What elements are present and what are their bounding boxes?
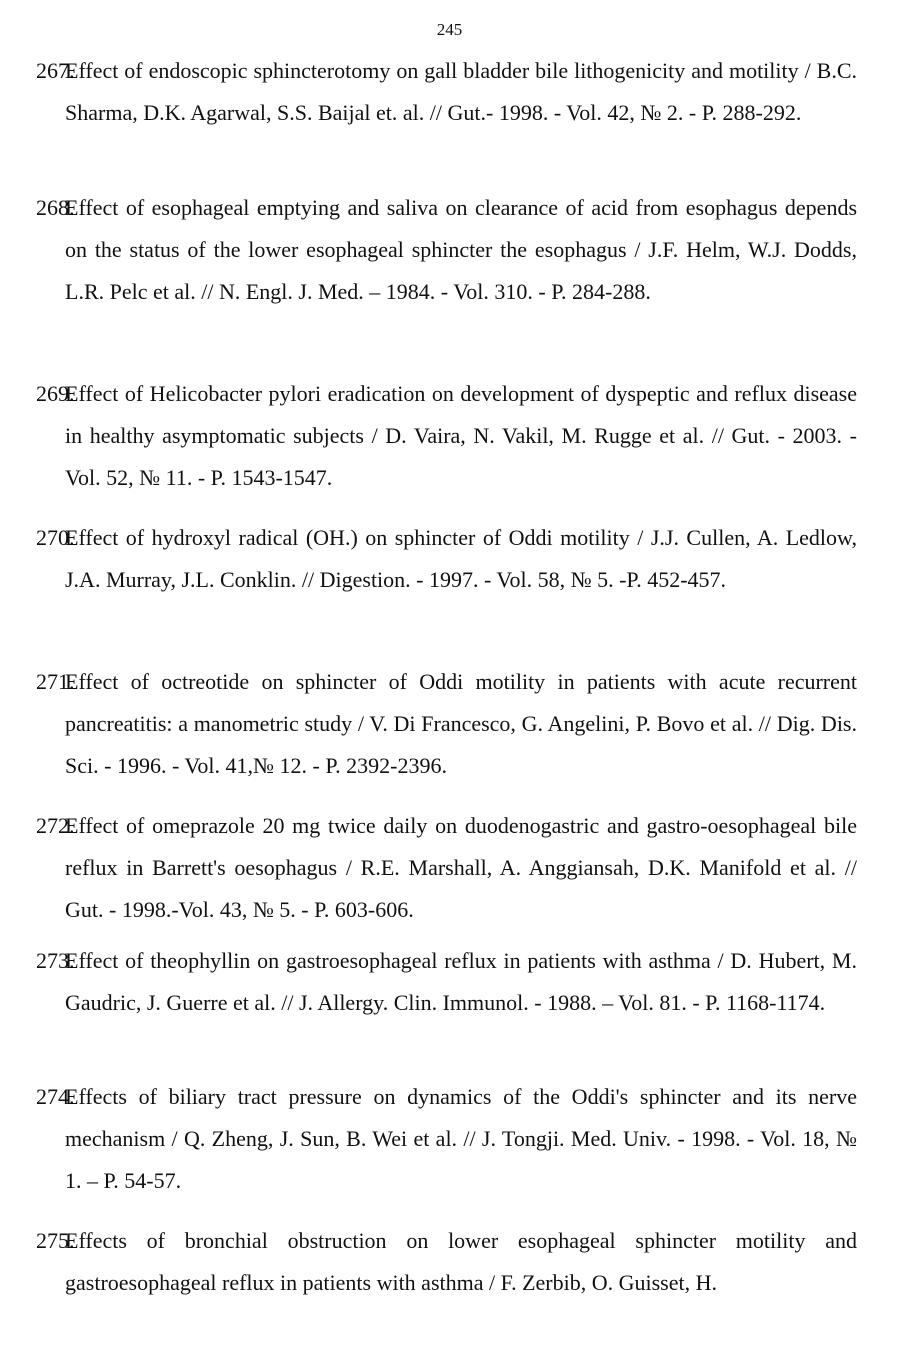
reference-number: 270. <box>36 525 75 550</box>
reference-item <box>36 1220 857 1304</box>
reference-text: Effect of omeprazole 20 mg twice daily on duodenogastric and gastro-oesophageal bile reflux in Barrett's oesophagus / R.E. Marshall, A. Anggiansah, D.K. Manifold et al. // Gut. - 1998.-Vol. 43, № 5. - P. 603-606. <box>65 813 857 922</box>
page-number: 245 <box>436 20 463 39</box>
reference-item <box>36 940 857 1024</box>
reference-item <box>36 50 857 134</box>
reference-text: Effect of esophageal emptying and saliva on clearance of acid from esophagus depends on the status of the lower esophageal sphincter the esophagus / J.F. Helm, W.J. Dodds, L.R. Pelc et al. // N. Engl. J. Med. – 1984. - Vol. 310. - P. 284-288. <box>65 195 857 304</box>
reference-text: Effect of theophyllin on gastroesophageal reflux in patients with asthma / D. Hubert, M. Gaudric, J. Guerre et al. // J. Allergy. Clin. Immunol. - 1988. – Vol. 81. - P. 1168-1174. <box>65 948 857 1015</box>
reference-text: Effect of endoscopic sphincterotomy on gall bladder bile lithogenicity and motility / B.C. Sharma, D.K. Agarwal, S.S. Baijal et. al. // Gut.- 1998. - Vol. 42, № 2. - P. 288-292. <box>65 58 857 125</box>
reference-item <box>36 661 857 787</box>
reference-number: 268. <box>36 195 75 220</box>
reference-number: 267. <box>36 58 75 83</box>
reference-number: 274. <box>36 1084 75 1109</box>
reference-text: Effect of Helicobacter pylori eradication on development of dyspeptic and reflux disease in healthy asymptomatic subjects / D. Vaira, N. Vakil, M. Rugge et al. // Gut. - 2003. - Vol. 52, № 11. - P. 1543-1547. <box>65 381 857 490</box>
reference-number: 275. <box>36 1228 75 1253</box>
reference-item <box>36 805 857 931</box>
reference-item <box>36 373 857 499</box>
reference-text: Effect of octreotide on sphincter of Oddi motility in patients with acute recurrent pancreatitis: a manometric study / V. Di Francesco, G. Angelini, P. Bovo et al. // Dig. Dis. Sci. - 1996. - Vol. 41,№ 12. - P. 2392-2396. <box>65 669 857 778</box>
reference-item <box>36 187 857 313</box>
reference-text: Effects of biliary tract pressure on dynamics of the Oddi's sphincter and its nerve mechanism / Q. Zheng, J. Sun, B. Wei et al. // J. Tongji. Med. Univ. - 1998. - Vol. 18, № 1. – P. 54-57. <box>65 1084 857 1193</box>
reference-number: 273. <box>36 948 75 973</box>
reference-text: Effects of bronchial obstruction on lower esophageal sphincter motility and gastroesophageal reflux in patients with asthma / F. Zerbib, O. Guisset, H. <box>65 1228 857 1295</box>
reference-item <box>36 517 857 601</box>
reference-number: 272. <box>36 813 75 838</box>
reference-number: 269. <box>36 381 75 406</box>
reference-text: Effect of hydroxyl radical (OH.) on sphincter of Oddi motility / J.J. Cullen, A. Ledlow, J.A. Murray, J.L. Conklin. // Digestion. - 1997. - Vol. 58, № 5. -P. 452-457. <box>65 525 857 592</box>
reference-item <box>36 1076 857 1202</box>
reference-number: 271. <box>36 669 75 694</box>
